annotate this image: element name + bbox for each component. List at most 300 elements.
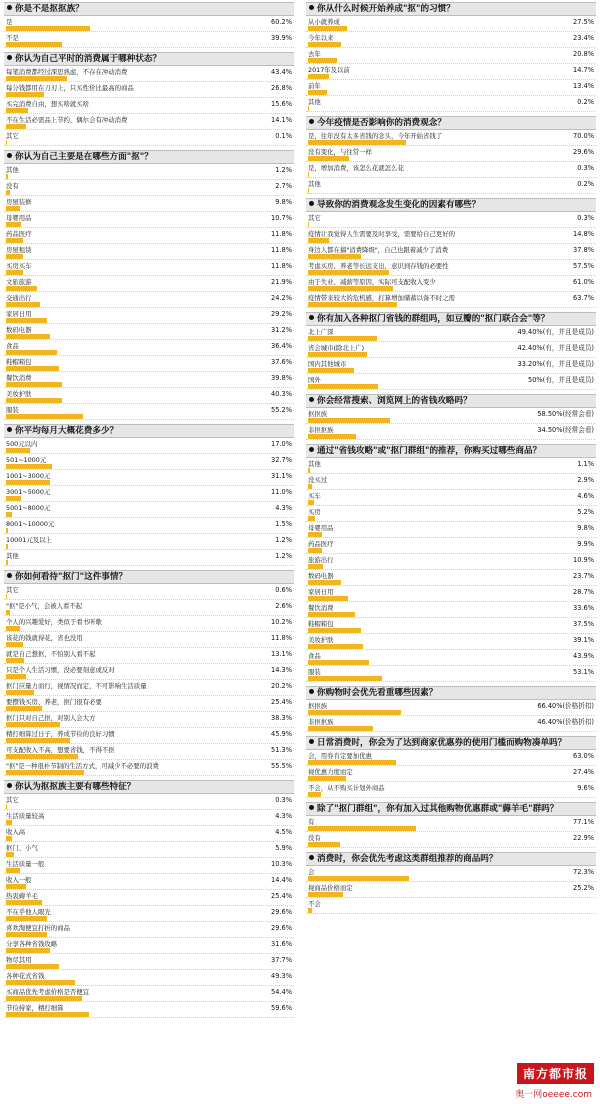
bar	[6, 528, 8, 533]
bar-row	[4, 648, 294, 664]
bar	[6, 238, 23, 243]
tick-label: 是	[6, 18, 13, 26]
tick-label: 前年	[308, 82, 321, 90]
bar	[308, 908, 312, 913]
tick-label: 1001~3000元	[6, 472, 51, 480]
bar	[308, 26, 347, 31]
tick-label: 数码电器	[6, 326, 32, 334]
data-label: 11.0%	[271, 488, 292, 496]
tick-label: 抠门应量力而行，视情况而定，不可影响生活质量	[6, 682, 147, 690]
bullet-icon	[309, 855, 314, 860]
bar-row	[4, 744, 294, 760]
tick-label: 各种花式省钱	[6, 972, 45, 980]
data-label: 2.7%	[275, 182, 292, 190]
tick-label: 3001~5000元	[6, 488, 51, 496]
data-label: 9.8%	[275, 198, 292, 206]
tick-label: 热衷薅羊毛	[6, 892, 38, 900]
bar-row	[4, 404, 294, 420]
bar-row	[4, 922, 294, 938]
bar-row	[306, 342, 596, 358]
bar-row	[4, 1002, 294, 1018]
bar-row	[4, 906, 294, 922]
bar-row	[306, 766, 596, 782]
data-label: 11.8%	[271, 262, 292, 270]
data-label: 60.2%	[271, 18, 292, 26]
data-label: 1.5%	[275, 520, 292, 528]
bullet-icon	[7, 5, 12, 10]
tick-label: 视优惠力度而定	[308, 768, 353, 776]
tick-label: 可支配收入不高，想要省钱，不得不抠	[6, 746, 115, 754]
brand-logo: 南方都市报	[517, 1063, 594, 1084]
bar	[6, 318, 47, 323]
question-title-text: 日常消费时，你会为了达到商家优惠券的使用门槛而购物凑单吗？	[317, 738, 567, 748]
bar-row	[4, 534, 294, 550]
data-label: 36.4%	[271, 342, 292, 350]
data-label: 17.0%	[271, 440, 292, 448]
data-label: 20.8%	[573, 50, 594, 58]
data-label: 45.9%	[271, 730, 292, 738]
tick-label: 生活质量一般	[6, 860, 45, 868]
bar	[308, 368, 354, 373]
tick-label: 疫情带来较大的危机感，打算增加储蓄以备不时之需	[308, 294, 455, 302]
bar	[6, 560, 8, 565]
bar	[308, 352, 367, 357]
question-title	[306, 116, 596, 130]
bar	[6, 350, 57, 355]
tick-label: 物尽其用	[6, 956, 32, 964]
tick-label: 分享各种省钱攻略	[6, 940, 58, 948]
tick-label: 今年以来	[308, 34, 334, 42]
tick-label: 买房买车	[6, 262, 32, 270]
tick-label: 餐饮消费	[308, 604, 334, 612]
bar-row	[306, 816, 596, 832]
tick-label: 家居日用	[6, 310, 32, 318]
data-label: 27.4%	[573, 768, 594, 776]
bar	[6, 398, 62, 403]
bar	[308, 710, 401, 715]
bar	[6, 382, 62, 387]
bar	[6, 868, 20, 873]
bar	[308, 792, 321, 797]
bar	[308, 596, 348, 601]
data-label: 46.40%(价格折扣)	[537, 718, 594, 726]
bar-row	[4, 372, 294, 388]
data-label: 29.6%	[271, 924, 292, 932]
tick-label: 精打细算过日子，养成节俭的良好习惯	[6, 730, 115, 738]
bar-row	[4, 970, 294, 986]
data-label: 29.2%	[271, 310, 292, 318]
question-title	[4, 424, 294, 438]
bar-row	[4, 164, 294, 180]
data-label: 40.3%	[271, 390, 292, 398]
bar	[308, 580, 341, 585]
bar-row	[4, 276, 294, 292]
question-block	[4, 780, 294, 1018]
question-block	[4, 150, 294, 420]
bar-row	[306, 474, 596, 490]
tick-label: 国外	[308, 376, 321, 384]
bar	[308, 188, 309, 193]
tick-label: 鞋帽箱包	[6, 358, 32, 366]
bar	[6, 512, 12, 517]
data-label: 20.2%	[271, 682, 292, 690]
bar-row	[4, 954, 294, 970]
tick-label: 旅游出行	[308, 556, 334, 564]
bullet-icon	[309, 315, 314, 320]
tick-label: 美妆护肤	[308, 636, 334, 644]
data-label: 50%(有，并且是成员)	[528, 376, 594, 384]
bar	[308, 384, 378, 389]
tick-label: 从小就养成	[308, 18, 340, 26]
bullet-icon	[309, 5, 314, 10]
bar-row	[4, 130, 294, 146]
data-label: 23.4%	[573, 34, 594, 42]
bar	[308, 842, 340, 847]
data-label: 34.50%(经常会看)	[537, 426, 594, 434]
bar-row	[4, 794, 294, 810]
bar-row	[306, 408, 596, 424]
question-title	[306, 198, 596, 212]
bar	[6, 366, 59, 371]
bar	[308, 254, 361, 259]
bar	[6, 174, 8, 179]
bar-row	[306, 650, 596, 666]
bar-row	[4, 98, 294, 114]
tick-label: 文旅旅游	[6, 278, 32, 286]
data-label: 39.8%	[271, 374, 292, 382]
data-label: 63.0%	[573, 752, 594, 760]
bar	[6, 916, 47, 921]
bar	[6, 286, 37, 291]
bar	[308, 876, 409, 881]
bullet-icon	[7, 573, 12, 578]
bar	[6, 642, 23, 647]
tick-label: 由于失业、减薪等原因，实际可支配收入变少	[308, 278, 436, 286]
data-label: 11.8%	[271, 246, 292, 254]
data-label: 63.7%	[573, 294, 594, 302]
tick-label: 其他	[6, 552, 19, 560]
bar	[308, 532, 322, 537]
bar	[308, 270, 389, 275]
bar	[308, 826, 416, 831]
question-title-text: 你会经常搜索、浏览网上的省钱攻略吗？	[317, 396, 472, 406]
data-label: 49.40%(有，并且是成员)	[517, 328, 594, 336]
tick-label: 500元以内	[6, 440, 38, 448]
bar	[308, 892, 343, 897]
data-label: 31.6%	[271, 940, 292, 948]
question-title	[306, 686, 596, 700]
bar-row	[4, 890, 294, 906]
tick-label: 有	[308, 818, 315, 826]
bar	[308, 156, 349, 161]
tick-label: 生活质量较高	[6, 812, 45, 820]
bar-row	[4, 228, 294, 244]
bar	[308, 468, 310, 473]
data-label: 14.8%	[573, 230, 594, 238]
data-label: 9.8%	[577, 524, 594, 532]
data-label: 72.3%	[573, 868, 594, 876]
bar-row	[306, 228, 596, 244]
data-label: 23.7%	[573, 572, 594, 580]
tick-label: 其它	[6, 132, 19, 140]
data-label: 5.9%	[275, 844, 292, 852]
data-label: 37.7%	[271, 956, 292, 964]
bar-row	[306, 244, 596, 260]
question-block	[4, 424, 294, 566]
bar-row	[306, 276, 596, 292]
bar-row	[4, 600, 294, 616]
tick-label: 母婴用品	[6, 214, 32, 222]
tick-label: 其他	[308, 180, 321, 188]
bar-row	[4, 244, 294, 260]
data-label: 31.2%	[271, 326, 292, 334]
data-label: 29.6%	[573, 148, 594, 156]
bullet-icon	[7, 783, 12, 788]
data-label: 0.2%	[577, 98, 594, 106]
tick-label: 8001~10000元	[6, 520, 55, 528]
tick-label: 买车	[308, 492, 321, 500]
question-title	[4, 52, 294, 66]
data-label: 51.3%	[271, 746, 292, 754]
tick-label: 个人的兴趣爱好，类似于看书听歌	[6, 618, 102, 626]
bar	[308, 286, 393, 291]
data-label: 0.1%	[275, 132, 292, 140]
question-title	[4, 570, 294, 584]
question-title	[306, 852, 596, 866]
tick-label: 去年	[308, 50, 321, 58]
bar-row	[306, 666, 596, 682]
bar-row	[306, 178, 596, 194]
bar	[308, 516, 315, 521]
bar-row	[4, 696, 294, 712]
data-label: 11.8%	[271, 634, 292, 642]
left-column	[4, 2, 294, 1022]
data-label: 59.6%	[271, 1004, 292, 1012]
bar	[6, 610, 10, 615]
bar-row	[306, 882, 596, 898]
data-label: 5.2%	[577, 508, 594, 516]
bar	[308, 726, 373, 731]
bar	[308, 628, 361, 633]
tick-label: 买商品优先考虑价格是否便宜	[6, 988, 90, 996]
bar	[6, 964, 59, 969]
bar-row	[306, 634, 596, 650]
bar	[6, 706, 42, 711]
bar-row	[306, 260, 596, 276]
question-block	[4, 52, 294, 146]
bar	[308, 776, 346, 781]
tick-label: 是，往年没有太多省钱的念头，今年开始省钱了	[308, 132, 443, 140]
bar-row	[4, 858, 294, 874]
data-label: 13.1%	[271, 650, 292, 658]
data-label: 14.1%	[271, 116, 292, 124]
bar	[308, 660, 369, 665]
question-block	[306, 116, 596, 194]
right-column	[306, 2, 596, 918]
tick-label: 抠抠族	[308, 410, 328, 418]
bar-row	[4, 680, 294, 696]
question-title-text: 消费时，你会优先考虑这类群组推荐的商品吗？	[317, 854, 498, 864]
bar	[6, 932, 47, 937]
bar-row	[306, 212, 596, 228]
data-label: 0.6%	[275, 586, 292, 594]
bar	[308, 644, 363, 649]
bar-row	[4, 502, 294, 518]
question-title-text: 你认为抠抠族主要有哪些特征？	[15, 782, 136, 792]
bar-row	[4, 340, 294, 356]
bar-row	[4, 470, 294, 486]
tick-label: 2017年及以前	[308, 66, 350, 74]
bar-row	[306, 554, 596, 570]
bullet-icon	[309, 201, 314, 206]
question-block	[306, 736, 596, 798]
question-title-text: 今年疫情是否影响你的消费观念？	[317, 118, 446, 128]
bar	[308, 434, 356, 439]
data-label: 33.20%(有，并且是成员)	[517, 360, 594, 368]
bar-row	[306, 490, 596, 506]
bar	[6, 852, 14, 857]
tick-label: 喜欢淘便宜打折的商品	[6, 924, 70, 932]
tick-label: 非抠抠族	[308, 426, 334, 434]
bar-row	[306, 64, 596, 80]
bar	[6, 836, 12, 841]
data-label: 14.7%	[573, 66, 594, 74]
bar-row	[306, 522, 596, 538]
tick-label: 会	[308, 868, 315, 876]
bar-row	[306, 782, 596, 798]
question-block	[306, 686, 596, 732]
bar	[6, 544, 8, 549]
question-title	[306, 802, 596, 816]
bar-row	[306, 750, 596, 766]
tick-label: 只是个人生活习惯，没必要刻意或反对	[6, 666, 115, 674]
question-title-text: 除了"抠门群组"，你有加入过其他购物优惠群或"薅羊毛"群吗？	[317, 804, 559, 814]
bar	[308, 760, 396, 765]
tick-label: "抠"是一种很朴节制的生活方式，可减少不必要的浪费	[6, 762, 159, 770]
tick-label: 家居日用	[308, 588, 334, 596]
tick-label: 疫情让我觉得人生需要及时享受，需要给自己更好的	[308, 230, 455, 238]
tick-label: 食品	[308, 652, 321, 660]
tick-label: 节俭持家，精打细算	[6, 1004, 64, 1012]
tick-label: 其它	[308, 214, 321, 222]
data-label: 57.5%	[573, 262, 594, 270]
bar-row	[4, 66, 294, 82]
data-label: 55.5%	[271, 762, 292, 770]
bar	[308, 74, 329, 79]
tick-label: 服装	[6, 406, 19, 414]
bar-row	[4, 196, 294, 212]
question-block	[306, 852, 596, 914]
question-title	[4, 150, 294, 164]
bar	[6, 254, 23, 259]
bar	[308, 140, 406, 145]
data-label: 25.4%	[271, 892, 292, 900]
bar-row	[4, 388, 294, 404]
data-label: 15.6%	[271, 100, 292, 108]
bar	[6, 690, 34, 695]
data-label: 4.3%	[275, 812, 292, 820]
data-label: 49.3%	[271, 972, 292, 980]
bar-row	[306, 898, 596, 914]
bar	[6, 302, 40, 307]
data-label: 13.4%	[573, 82, 594, 90]
data-label: 10.7%	[271, 214, 292, 222]
bar	[6, 804, 7, 809]
tick-label: 省会城市(除北上广)	[308, 344, 365, 352]
bar-row	[4, 324, 294, 340]
bar-row	[306, 358, 596, 374]
bar	[6, 464, 52, 469]
question-title	[306, 444, 596, 458]
data-label: 2.6%	[275, 602, 292, 610]
bar-row	[306, 146, 596, 162]
bar	[6, 674, 26, 679]
data-label: 9.9%	[577, 540, 594, 548]
tick-label: 其他	[6, 166, 19, 174]
bar	[6, 722, 60, 727]
data-label: 43.4%	[271, 68, 292, 76]
bar-row	[306, 32, 596, 48]
tick-label: 不是	[6, 34, 19, 42]
tick-label: 不会，从不购买计划外商品	[308, 784, 385, 792]
bar-row	[306, 96, 596, 112]
tick-label: 每笔消费都经过深思熟虑，不存在冲动消费	[6, 68, 128, 76]
bar	[6, 270, 23, 275]
bar-row	[306, 570, 596, 586]
tick-label: 北上广深	[308, 328, 334, 336]
bar-row	[306, 716, 596, 732]
bar	[6, 414, 83, 419]
question-title	[306, 312, 596, 326]
tick-label: 没有	[6, 182, 19, 190]
bar	[6, 124, 26, 129]
bar	[308, 564, 323, 569]
bar	[6, 92, 44, 97]
data-label: 38.3%	[271, 714, 292, 722]
bar-row	[4, 454, 294, 470]
bar	[6, 948, 50, 953]
data-label: 25.4%	[271, 698, 292, 706]
bar-row	[306, 538, 596, 554]
question-block	[306, 198, 596, 308]
tick-label: 10001元及以上	[6, 536, 52, 544]
question-title-text: 导致你的消费观念发生变化的因素有哪些？	[317, 200, 481, 210]
tick-label: 没买过	[308, 476, 328, 484]
data-label: 33.6%	[573, 604, 594, 612]
tick-label: 交通出行	[6, 294, 32, 302]
bar-row	[4, 760, 294, 776]
question-title	[306, 2, 596, 16]
bar-row	[4, 16, 294, 32]
bar-row	[306, 130, 596, 146]
tick-label: 房屋装修	[6, 198, 32, 206]
tick-label: 抠门、小气	[6, 844, 38, 852]
bar	[6, 108, 28, 113]
bar-row	[4, 810, 294, 826]
data-label: 66.40%(价格折扣)	[537, 702, 594, 710]
tick-label: 没有	[308, 834, 321, 842]
data-label: 4.3%	[275, 504, 292, 512]
data-label: 0.3%	[275, 796, 292, 804]
question-title-text: 你如何看待"抠门"这件事情？	[15, 572, 128, 582]
data-label: 54.4%	[271, 988, 292, 996]
bar-row	[306, 374, 596, 390]
data-label: 55.2%	[271, 406, 292, 414]
question-block	[306, 802, 596, 848]
tick-label: 其它	[6, 586, 19, 594]
data-label: 24.2%	[271, 294, 292, 302]
data-label: 37.5%	[573, 620, 594, 628]
